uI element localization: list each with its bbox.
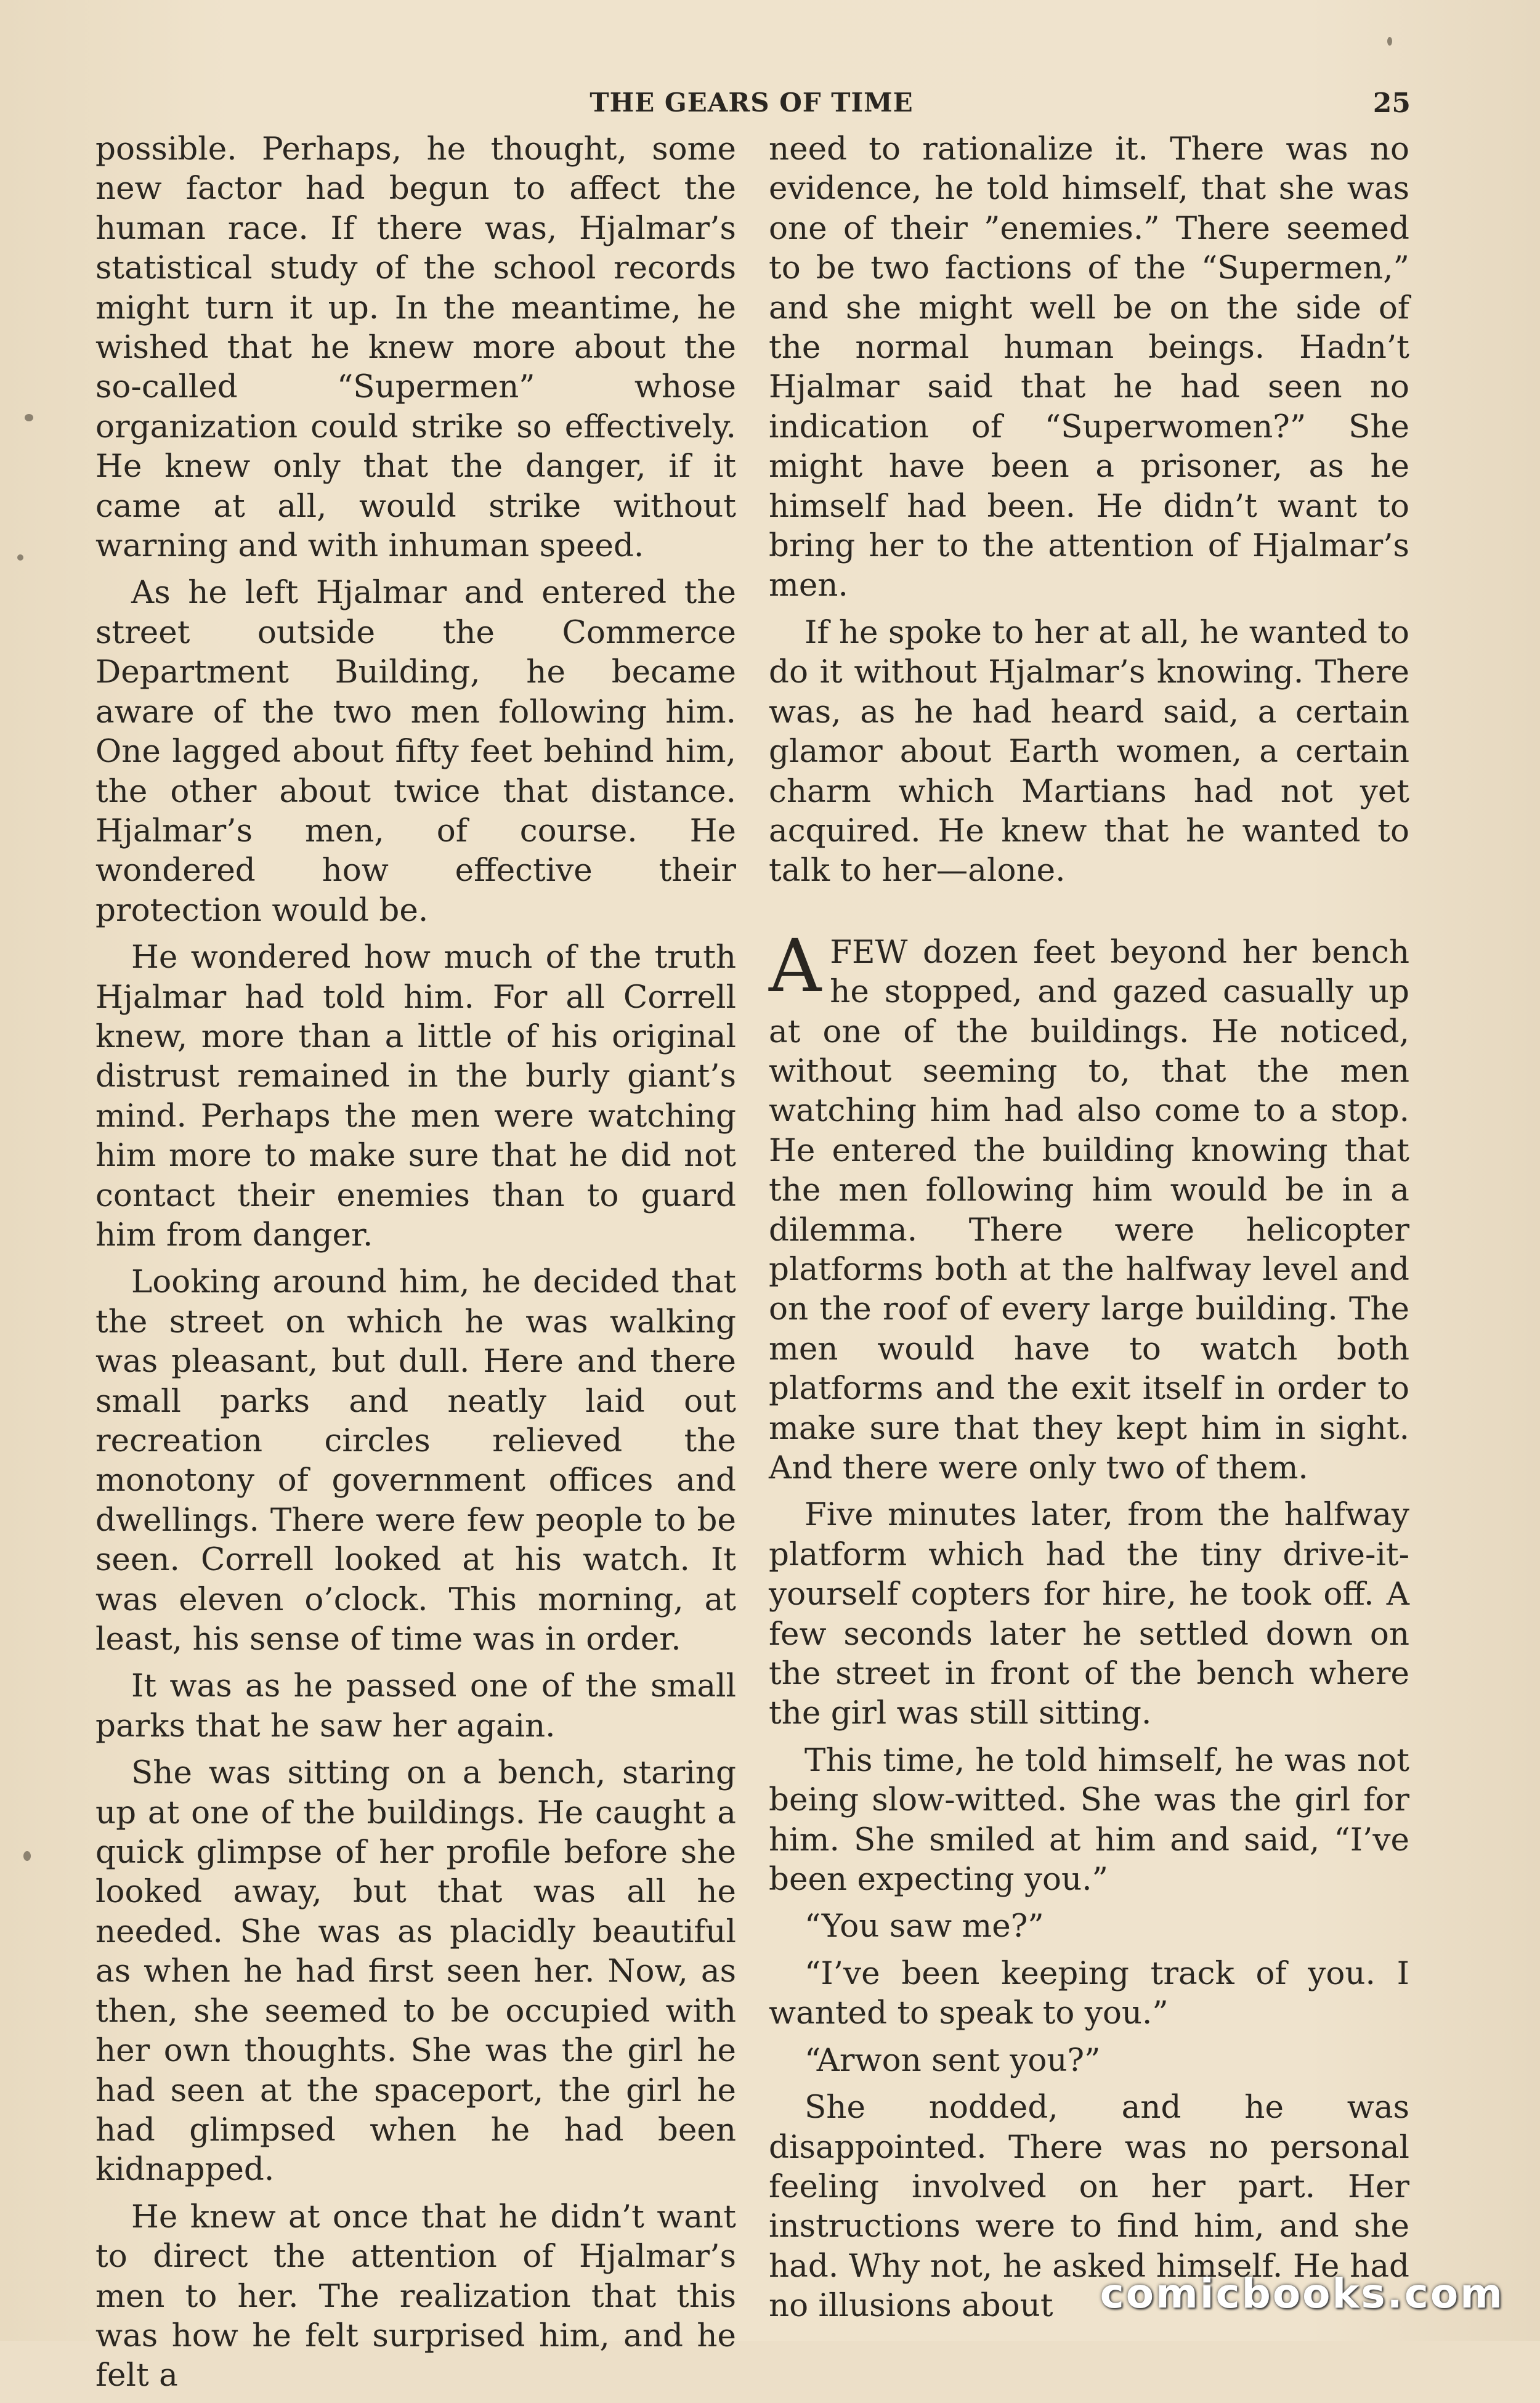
paper-speck — [1387, 37, 1392, 46]
paragraph: “You saw me?” — [804, 1908, 1044, 1945]
paragraph: It was as he passed one of the small parks that he saw her again. — [95, 1668, 736, 1745]
drop-cap: A — [769, 923, 822, 1008]
paragraph: She was sitting on a bench, staring up at one of the buildings. He caught a quick glimpse of her profile before she looked away, but that was all he needed. She was as placidly beautiful as when he had first seen her. Now, as then, she seemed to be occupied with her own thoughts. She was the girl he had seen at the spaceport, the girl he had glimpsed when he had been kidnapped. — [95, 1754, 736, 2189]
running-title: THE GEARS OF TIME — [590, 87, 914, 118]
section-opening-paragraph — [769, 923, 1409, 1488]
paragraph: “I’ve been keeping track of you. I wanted to speak to you.” — [769, 1955, 1409, 2032]
paragraph: “Arwon sent you?” — [804, 2041, 1101, 2079]
section-opening-text: FEW dozen feet beyond her bench he stopped, and gazed casually up at one of the buildings. He noticed, without seeming to, that the men watching him had also come to a stop. He entered the building knowing that the men following him would be in a dilemma. There were helicopter platforms both at the halfway level and on the roof of every large building. The men would have to watch both platforms and the exit itself in order to make sure that they kept him in sight. And there were only two of them. — [769, 933, 1409, 1486]
paragraph: This time, he told himself, he was not being slow-witted. She was the girl for him. She smiled at him and said, “I’ve been expecting you.” — [769, 1741, 1409, 1898]
paragraph: Looking around him, he decided that the street on which he was walking was pleasant, but dull. Here and there small parks and neatly laid out recreation circles relieved the monotony of government offices and dwellings. There were few people to be seen. Correll looked at his watch. It was eleven o’clock. This morning, at least, his sense of time was in order. — [95, 1263, 736, 1658]
paragraph: He knew at once that he didn’t want to direct the attention of Hjalmar’s men to her. The realization that this was how he felt surprised him, and he felt a — [95, 2198, 736, 2394]
paragraph: She nodded, and he was disappointed. There was no personal feeling involved on her part. Her instructions were to find him, and she had. Why not, he asked himself. He had no illusions about — [769, 2089, 1409, 2325]
page-number: 25 — [1372, 87, 1411, 119]
running-head — [92, 86, 1411, 123]
paragraph: He wondered how much of the truth Hjalmar had told him. For all Correll knew, more than a little of his original distrust remained in the burly giant’s mind. Perhaps the men were watching him more to make sure that he did not contact their enemies than to guard him from danger. — [95, 939, 736, 1254]
paper-speck — [17, 554, 23, 561]
right-column — [769, 129, 1409, 2333]
paragraph: As he left Hjalmar and entered the street outside the Commerce Department Building, he became aware of the two men following him. One lagged about fifty feet behind him, the other about twice that distance. Hjalmar’s men, of course. He wondered how effective their protection would be. — [95, 574, 736, 929]
left-column — [95, 129, 736, 2403]
paper-speck — [25, 414, 33, 421]
paragraph: If he spoke to her at all, he wanted to do it without Hjalmar’s knowing. There was, as he had heard said, a certain glamor about Earth women, a certain charm which Martians had not yet acquired. He knew that he wanted to talk to her—alone. — [769, 614, 1409, 889]
watermark: comicbooks.com — [1100, 2270, 1504, 2317]
paper-speck — [23, 1851, 31, 1861]
paragraph: Five minutes later, from the halfway platform which had the tiny drive-it-yourself copters for hire, he took off. A few seconds later he settled down on the street in front of the bench where the girl was still sitting. — [769, 1496, 1409, 1732]
paragraph: need to rationalize it. There was no evidence, he told himself, that she was one of their ”enemies.” There seemed to be two factions of the “Supermen,” and she might well be on the side of the normal human beings. Hadn’t Hjalmar said that he had seen no indication of “Superwomen?” She might have been a prisoner, as he himself had been. He didn’t want to bring her to the attention of Hjalmar’s men. — [769, 131, 1409, 604]
paragraph: possible. Perhaps, he thought, some new factor had begun to affect the human race. If there was, Hjalmar’s statistical study of the school records might turn it up. In the meantime, he wished that he knew more about the so-called “Supermen” whose organization could strike so effectively. He knew only that the danger, if it came at all, would strike without warning and with inhuman speed. — [95, 131, 736, 565]
